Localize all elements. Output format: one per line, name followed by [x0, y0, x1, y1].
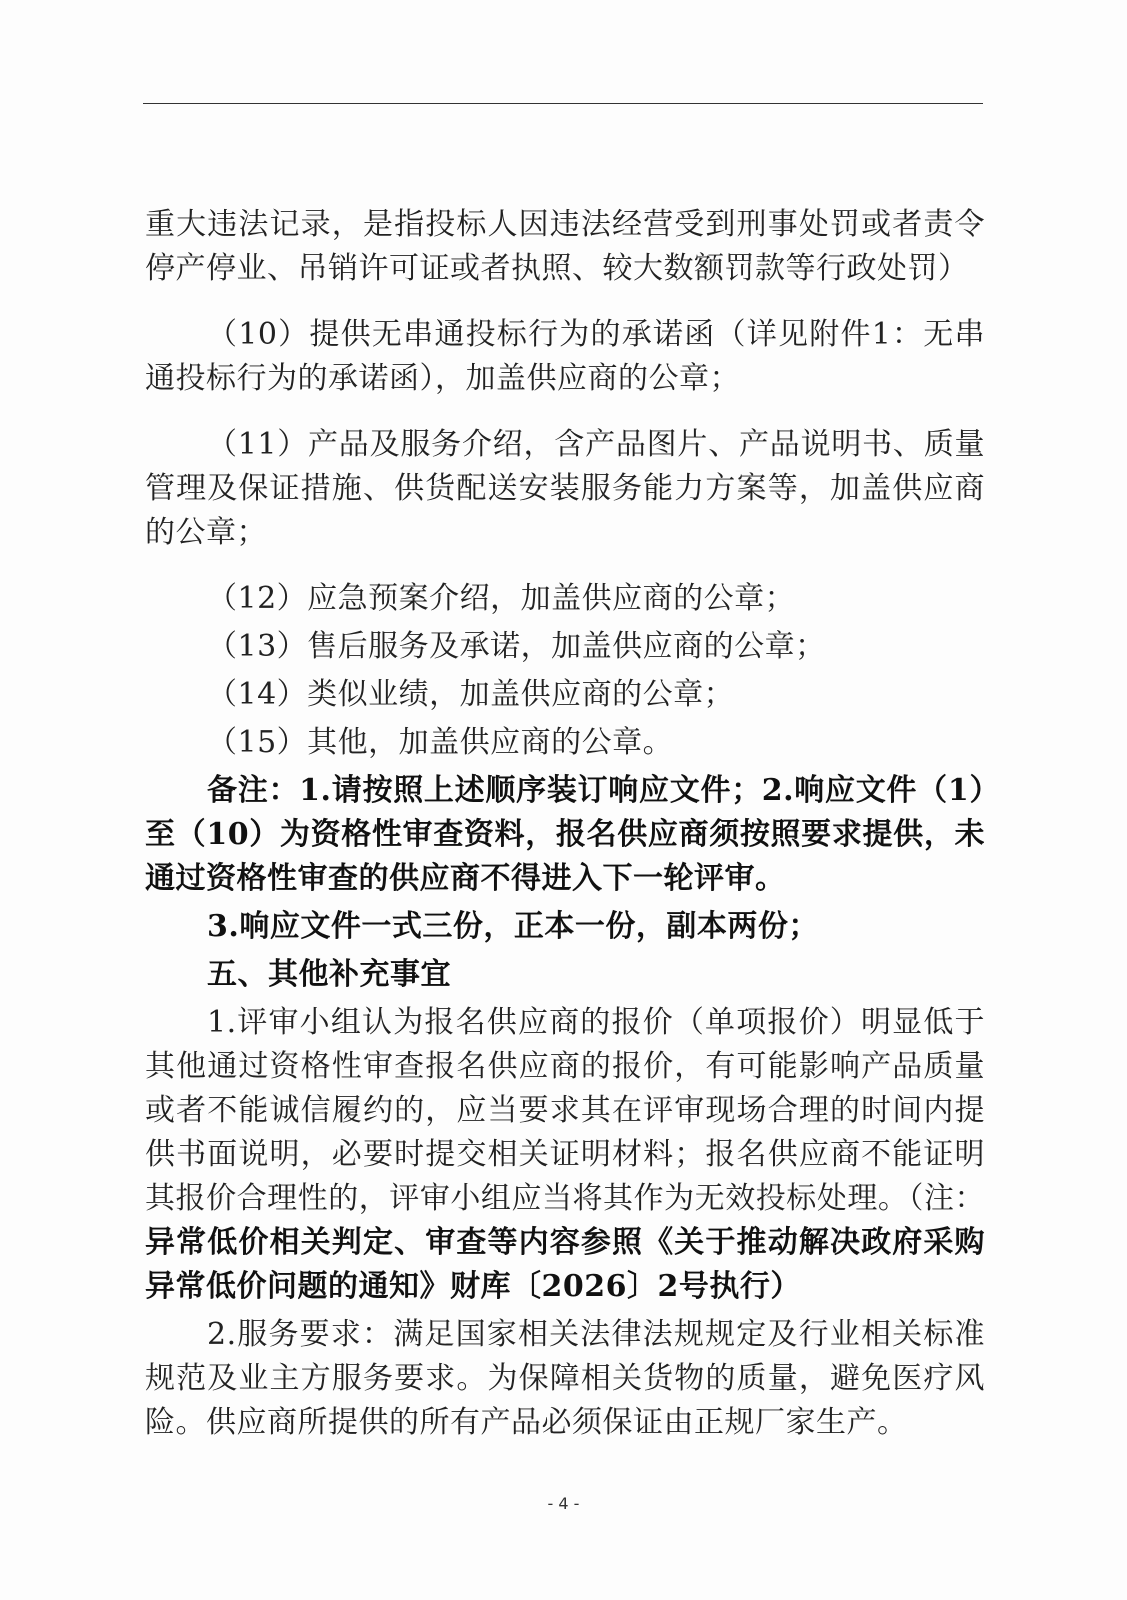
- paragraph-item-14: （14）类似业绩，加盖供应商的公章；: [207, 677, 735, 712]
- paragraph-service-requirements: 2.服务要求：满足国家相关法律法规规定及行业相关标准规范及业主方服务要求。为保障相关货物的质量，避免医疗风险。供应商所提供的所有产品必须保证由正规厂家生产。: [145, 1317, 985, 1440]
- paragraph-item-10: （10）提供无串通投标行为的承诺函（详见附件1：无串通投标行为的承诺函），加盖供应商的公章；: [145, 317, 985, 396]
- paragraph-record-definition: 重大违法记录，是指投标人因违法经营受到刑事处罚或者责令停产停业、吊销许可证或者执照、较大数额罚款等行政处罚）: [145, 207, 985, 286]
- header-rule: [143, 103, 983, 104]
- section-heading-other-matters: 五、其他补充事宜: [207, 957, 451, 992]
- low-price-rule-note: 异常低价相关判定、审查等内容参照《关于推动解决政府采购异常低价问题的通知》财库〔2026〕2号执行）: [145, 1225, 985, 1304]
- paragraph-item-15: （15）其他，加盖供应商的公章。: [207, 725, 674, 760]
- page-number: - 4 -: [547, 1494, 580, 1513]
- paragraph-low-price-rule: [145, 1001, 985, 1309]
- paragraph-remarks: 备注：1.请按照上述顺序装订响应文件；2.响应文件（1）至（10）为资格性审查资料，报名供应商须按照要求提供，未通过资格性审查的供应商不得进入下一轮评审。: [145, 773, 985, 896]
- document-body: [145, 203, 985, 1445]
- paragraph-item-11: （11）产品及服务介绍，含产品图片、产品说明书、质量管理及保证措施、供货配送安装服务能力方案等，加盖供应商的公章；: [145, 427, 985, 550]
- paragraph-item-12: （12）应急预案介绍，加盖供应商的公章；: [207, 581, 796, 616]
- low-price-rule-text: 1.评审小组认为报名供应商的报价（单项报价）明显低于其他通过资格性审查报名供应商的报价，有可能影响产品质量或者不能诚信履约的，应当要求其在评审现场合理的时间内提供书面说明，必要时提交相关证明材料；报名供应商不能证明其报价合理性的，评审小组应当将其作为无效投标处理。（注：: [145, 1005, 985, 1216]
- paragraph-remarks-copies: 3.响应文件一式三份，正本一份，副本两份；: [207, 909, 819, 944]
- paragraph-item-13: （13）售后服务及承诺，加盖供应商的公章；: [207, 629, 826, 664]
